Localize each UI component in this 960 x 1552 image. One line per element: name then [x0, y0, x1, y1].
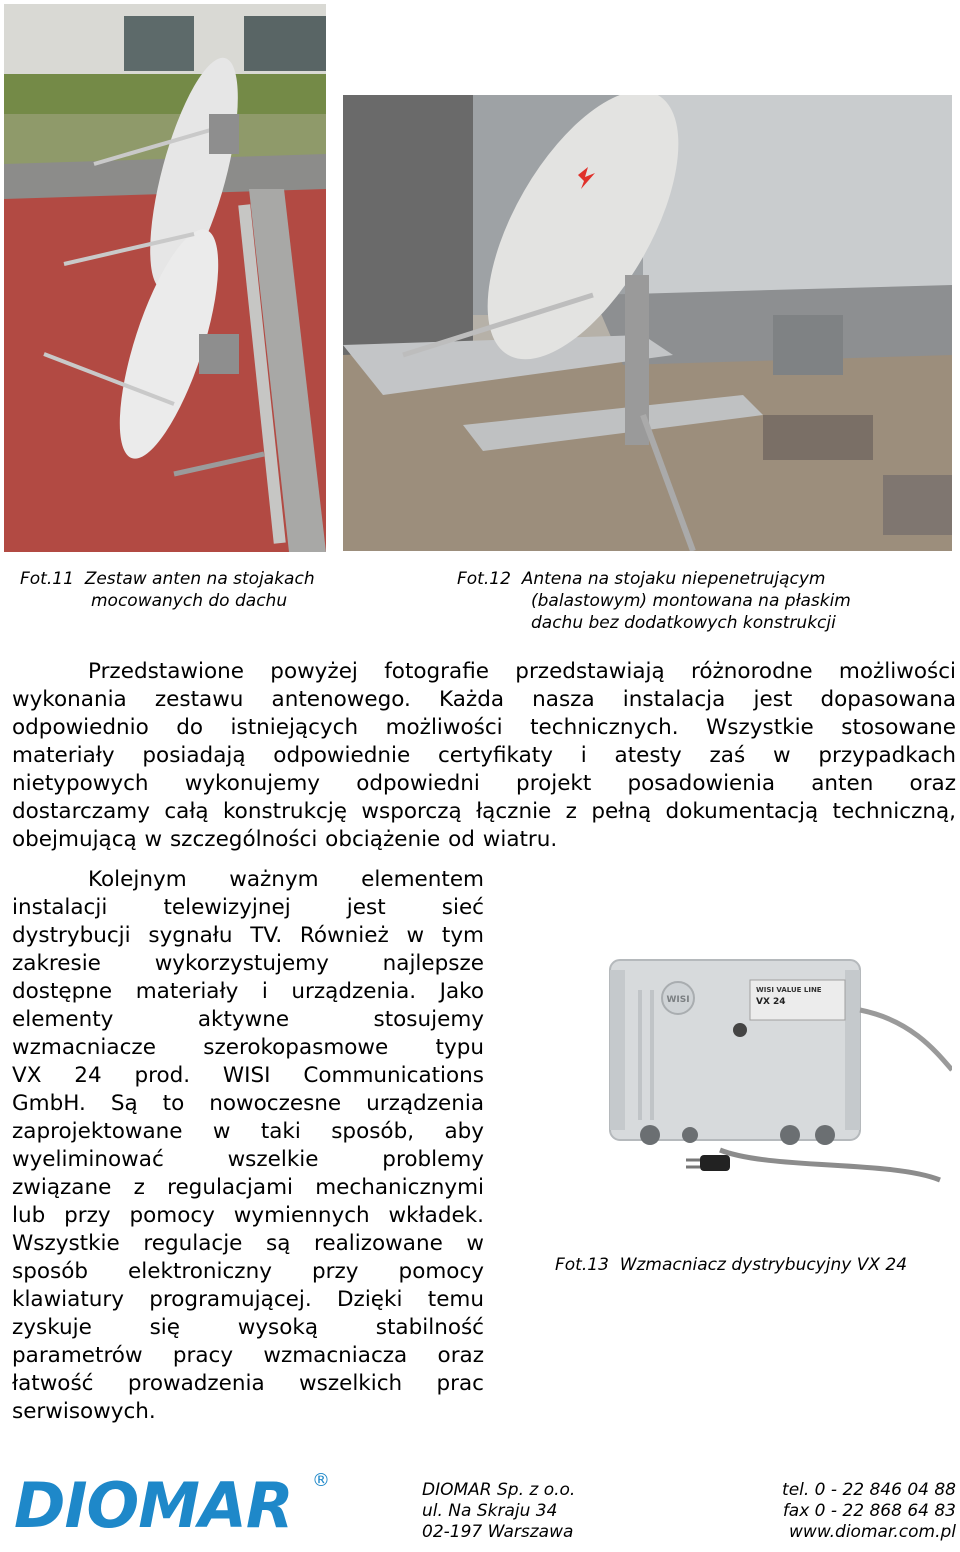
text-line: klawiatury programującej. Dzięki temu	[12, 1287, 484, 1312]
text-line: nietypowych wykonujemy odpowiedni projekt posadowienia anten oraz	[12, 771, 956, 796]
text-line: wzmacniacze szerokopasmowe typu	[12, 1035, 484, 1060]
text-line: odpowiednio do istniejących możliwości technicznych. Wszystkie stosowane	[12, 715, 956, 740]
caption-number: Fot.13	[555, 1255, 609, 1275]
text-line: zaprojektowane w taki sposób, aby	[12, 1119, 484, 1144]
caption-fot13	[555, 1254, 955, 1276]
text-line: serwisowych.	[12, 1399, 156, 1424]
text-line: elementy aktywne stosujemy	[12, 1007, 484, 1032]
caption-line: Zestaw anten na stojakach	[84, 569, 315, 589]
fax: fax 0 - 22 868 64 83	[782, 1501, 956, 1521]
paragraph-1	[12, 658, 956, 854]
text-line: zyskuje się wysoką stabilność	[12, 1315, 484, 1340]
paragraph-2	[12, 866, 484, 1426]
text-line: Przedstawione powyżej fotografie przedstawiają różnorodne możliwości	[88, 659, 956, 684]
text-line: wykonania zestawu antenowego. Każda nasza instalacja jest dopasowana	[12, 687, 956, 712]
ballast-antenna-photo	[343, 95, 952, 551]
caption-fot12	[457, 568, 947, 634]
text-line: instalacji telewizyjnej jest sieć	[12, 895, 484, 920]
text-line: sposób elektroniczny przy pomocy	[12, 1259, 484, 1284]
caption-line: mocowanych do dachu	[91, 591, 288, 611]
text-line: dostarczamy całą konstrukcję wsporczą łącznie z pełną dokumentacją techniczną,	[12, 799, 956, 824]
text-line: obejmującą w szczególności obciążenie od wiatru.	[12, 827, 558, 852]
text-line: związane z regulacjami mechanicznymi	[12, 1175, 484, 1200]
caption-fot11	[20, 568, 380, 612]
caption-line: dachu bez dodatkowych konstrukcji	[531, 613, 836, 633]
company-address	[422, 1480, 642, 1543]
caption-number: Fot.12	[457, 569, 511, 589]
registered-mark: ®	[312, 1470, 330, 1491]
device-model: VX 24	[756, 997, 786, 1007]
text-line: VX 24 prod. WISI Communications	[12, 1063, 484, 1088]
photo-fot13	[590, 950, 952, 1200]
text-line: materiały posiadają odpowiednie certyfikaty i atesty zaś w przypadkach	[12, 743, 956, 768]
city: 02-197 Warszawa	[422, 1522, 574, 1542]
phone: tel. 0 - 22 846 04 88	[782, 1480, 956, 1500]
caption-line: (balastowym) montowana na płaskim	[531, 591, 851, 611]
text-line: wyeliminować wszelkie problemy	[12, 1147, 484, 1172]
text-line: łatwość prowadzenia wszelkich prac	[12, 1371, 484, 1396]
text-line: parametrów pracy wzmacniacza oraz	[12, 1343, 484, 1368]
caption-line: Antena na stojaku niepenetrującym	[521, 569, 826, 589]
photo-fot12	[343, 95, 952, 551]
device-brand: WISI	[666, 995, 690, 1005]
text-line: Kolejnym ważnym elementem	[88, 867, 484, 892]
text-line: GmbH. Są to nowoczesne urządzenia	[12, 1091, 484, 1116]
company-logo	[14, 1470, 334, 1542]
company-name: DIOMAR Sp. z o.o.	[422, 1480, 576, 1500]
caption-line: Wzmacniacz dystrybucyjny VX 24	[619, 1255, 908, 1275]
photo-fot11	[4, 4, 326, 552]
antenna-set-photo	[4, 4, 326, 552]
logo-text: DIOMAR	[14, 1469, 293, 1542]
text-line: lub przy pomocy wymiennych wkładek.	[12, 1203, 484, 1228]
caption-number: Fot.11	[20, 569, 74, 589]
text-line: dostępne materiały i urządzenia. Jako	[12, 979, 484, 1004]
text-line: Wszystkie regulacje są realizowane w	[12, 1231, 484, 1256]
street: ul. Na Skraju 34	[422, 1501, 558, 1521]
text-line: dystrybucji sygnału TV. Również w tym	[12, 923, 484, 948]
amplifier-photo	[590, 950, 952, 1200]
text-line: zakresie wykorzystujemy najlepsze	[12, 951, 484, 976]
device-label: WISI VALUE LINE	[756, 986, 822, 994]
company-contact	[700, 1480, 956, 1543]
website-link[interactable]: www.diomar.com.pl	[789, 1522, 956, 1542]
